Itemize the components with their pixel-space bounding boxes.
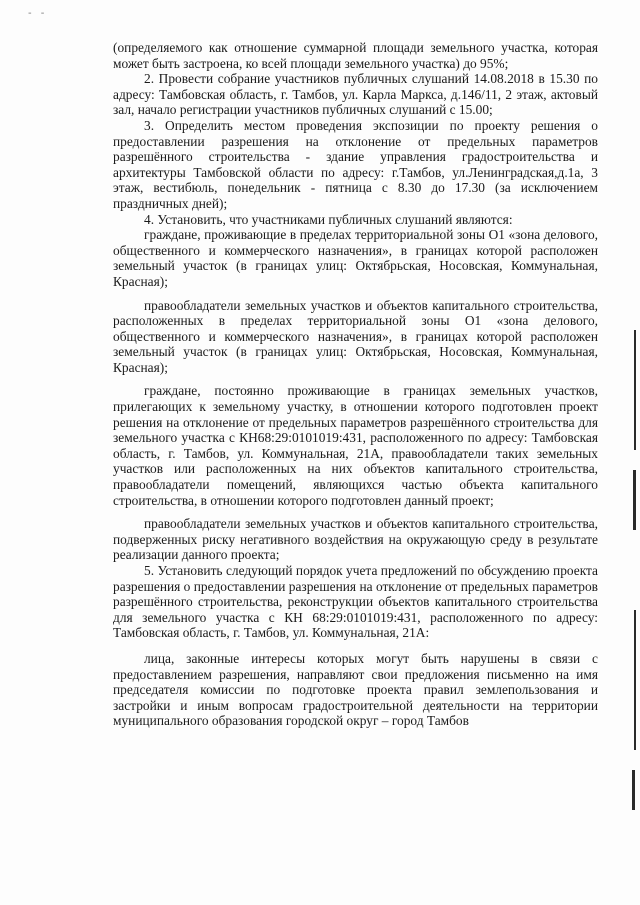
document-body bbox=[113, 40, 598, 729]
paragraph-participants-risk: правообладатели земельных участков и объектов капитального строительства, подверженных риску негативного воздействия на окружающую среду в результате реализации данного проекта; bbox=[113, 516, 598, 563]
paragraph-proposals: лица, законные интересы которых могут быть нарушены в связи с предоставлением разрешения, направляют свои предложения письменно на имя председателя комиссии по подготовке проекта правил землепользования и застройки и иным вопросам градостроительной деятельности на территории муниципального образования городской округ – город Тамбов bbox=[113, 650, 598, 729]
paragraph-continuation: (определяемого как отношение суммарной площади земельного участка, которая может быть застроена, ко всей площади земельного участка) до 95%; bbox=[113, 40, 598, 71]
scan-edge-mark bbox=[632, 770, 635, 810]
scan-edge-mark bbox=[634, 610, 636, 750]
paragraph-participants-residents: граждане, проживающие в пределах территориальной зоны О1 «зона делового, общественного и коммерческого назначения», в границах которой расположен земельный участок (в границах улиц: Октябрьская, Носовская, Коммунальная, Красная); bbox=[113, 227, 598, 289]
paragraph-item-2: 2. Провести собрание участников публичных слушаний 14.08.2018 в 15.30 по адресу: Тамбовская область, г. Тамбов, ул. Карла Маркса, д.146/11, 2 этаж, актовый зал, начало регистрации участников публичных слушаний с 15.00; bbox=[113, 71, 598, 118]
scan-edge-mark bbox=[634, 330, 636, 450]
paragraph-item-5: 5. Установить следующий порядок учета предложений по обсуждению проекта разрешения о предоставлении разрешения на отклонение от предельных параметров разрешённого строительства, реконструкции объектов капитального строительства для земельного участка с КН 68:29:0101019:431, расположенного по адресу: Тамбовская область, г. Тамбов, ул. Коммунальная, 21А: bbox=[113, 563, 598, 641]
paragraph-item-3: 3. Определить местом проведения экспозиции по проекту решения о предоставлении разрешения на отклонение от предельных параметров разрешённого строительства - здание управления градостроительства и архитектуры Тамбовской области по адресу: г.Тамбов, ул.Ленинградская,д.1а, 3 этаж, вестибюль, понедельник - пятница с 8.30 до 17.30 (за исключением праздничных дней); bbox=[113, 117, 598, 211]
paragraph-participants-owners: правообладатели земельных участков и объектов капитального строительства, расположенных в пределах территориальной зоны О1 «зона делового, общественного и коммерческого назначения», в границах которой расположен земельный участок (в границах улиц: Октябрьская, Носовская, Коммунальная, Красная); bbox=[113, 297, 598, 375]
scan-edge-mark bbox=[633, 470, 636, 530]
paragraph-item-4: 4. Установить, что участниками публичных слушаний являются: bbox=[144, 211, 513, 227]
scan-mark: - - bbox=[28, 8, 48, 19]
paragraph-participants-adjacent: граждане, постоянно проживающие в границах земельных участков, прилегающих к земельному участку, в отношении которого подготовлен проект решения на отклонение от предельных параметров разрешённого строительства для земельного участка с КН68:29:0101019:431, расположенного по адресу: Тамбовская область, г. Тамбов, ул. Коммунальная, 21А, правообладатели таких земельных участков или расположенных на них объектов капитального строительства, правообладатели помещений, являющихся частью объекта капитального строительства, в отношении которого подготовлен данный проект; bbox=[113, 383, 598, 508]
